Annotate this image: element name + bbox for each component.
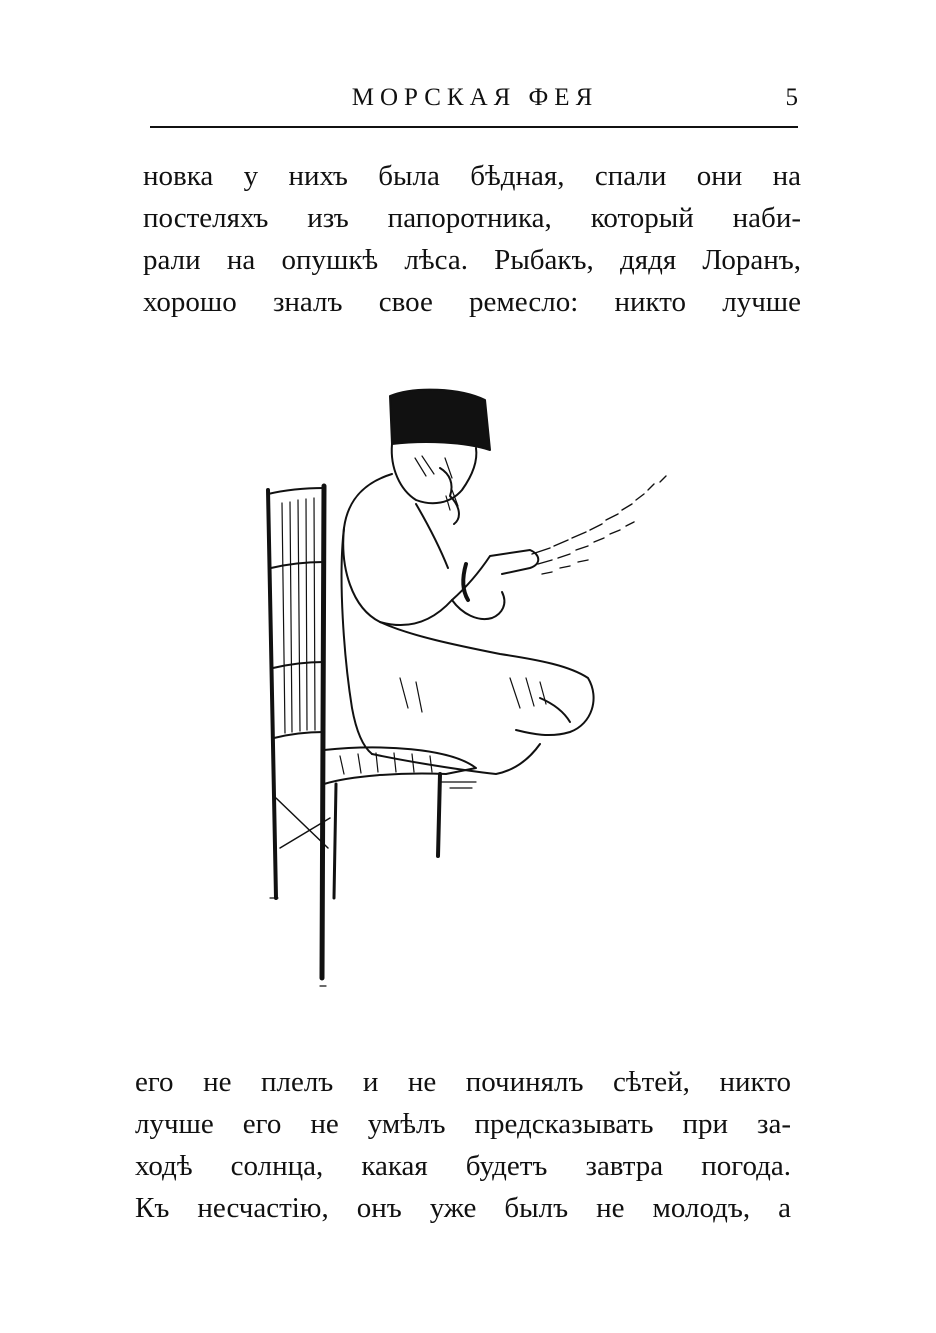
netting-thread <box>532 476 666 574</box>
text-line: постеляхъ изъ папоротника, который наби- <box>143 202 801 234</box>
running-header <box>150 84 800 118</box>
hat <box>390 390 490 450</box>
paragraph-top <box>143 155 801 323</box>
text-line: его не плелъ и не починялъ сѣтей, никто <box>135 1066 791 1098</box>
legs <box>380 622 594 735</box>
text-line: Къ несчастію, онъ уже былъ не молодъ, а <box>135 1192 791 1224</box>
chair-seat <box>324 747 476 784</box>
running-title: МОРСКАЯ ФЕЯ <box>351 84 599 111</box>
body <box>342 474 392 754</box>
text-line: лучше его не умѣлъ предсказывать при за- <box>135 1108 791 1140</box>
fisherman-on-chair-illustration <box>240 378 710 998</box>
text-line: ходѣ солнца, какая будетъ завтра погода. <box>135 1150 791 1182</box>
paragraph-bottom <box>135 1061 791 1229</box>
chair-back-left-post <box>268 490 276 898</box>
header-rule <box>150 126 798 128</box>
text-line: рали на опушкѣ лѣса. Рыбакъ, дядя Лоранъ, <box>143 244 801 276</box>
text-line: новка у нихъ была бѣдная, спали они на <box>143 160 801 192</box>
page-number: 5 <box>785 84 798 111</box>
text-line: хорошо зналъ свое ремесло: никто лучше <box>143 286 801 318</box>
